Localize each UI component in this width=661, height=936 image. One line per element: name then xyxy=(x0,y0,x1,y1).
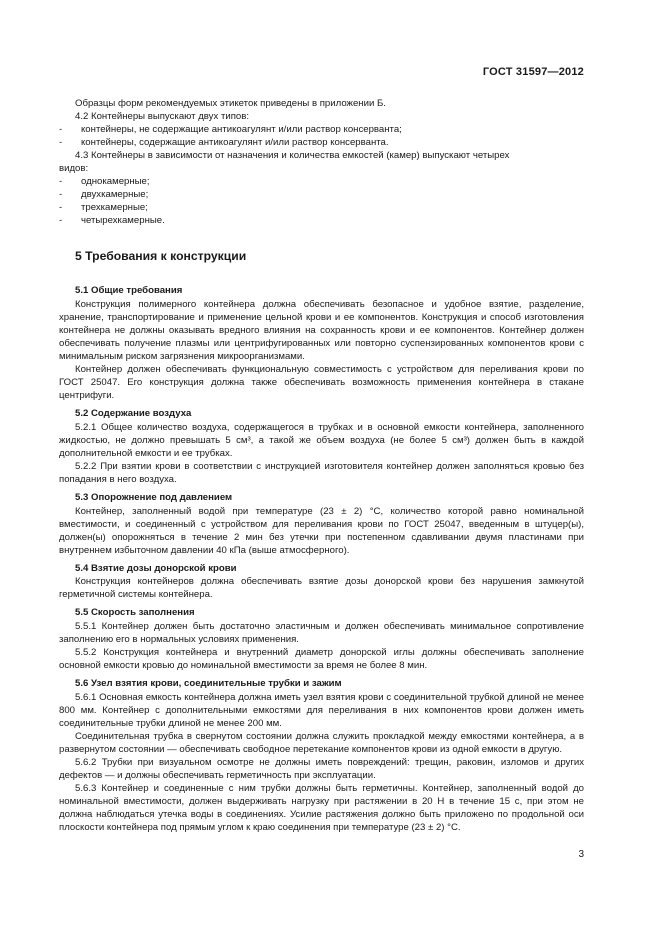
paragraph: Конструкция полимерного контейнера должна обеспечивать безопасное и удобное взятие, разделение, хранение, транспортирование и применение цельной крови и ее компонентов. Конструкция и способ изготовления контейнера не должны оказывать вредного влияния на сохранность крови и ее компонентов. Контейнер должен обеспечивать получение плазмы или центрифугированных или повторно суспензированных компонентов крови с минимальным риском загрязнения микроорганизмами. xyxy=(59,298,584,363)
paragraph: 5.6.2 Трубки при визуальном осмотре не должны иметь повреждений: трещин, раковин, изломов и других дефектов — и должны обеспечивать герметичность при эксплуатации. xyxy=(59,756,584,781)
paragraph: 5.6.1 Основная емкость контейнера должна иметь узел взятия крови с соединительной трубкой длиной не менее 800 мм. Контейнер с дополнительными емкостями для переливания в них компонентов крови должен иметь соединительные трубки длиной не менее 200 мм. xyxy=(59,691,584,729)
list-item-text: контейнеры, содержащие антикоагулянт и/или раствор консерванта. xyxy=(81,137,389,149)
list-item-text: трехкамерные; xyxy=(81,202,148,214)
page-number: 3 xyxy=(578,849,584,860)
clause-4-3: 4.3 Контейнеры в зависимости от назначения и количества емкостей (камер) выпускают четырех xyxy=(75,150,510,162)
list-item xyxy=(59,188,584,201)
paragraph: 5.5.2 Конструкция контейнера и внутренний диаметр донорской иглы должны обеспечивать заполнение основной емкости кровью до номинальной вместимости за время не более 8 мин. xyxy=(59,646,584,671)
section-5-heading: 5 Требования к конструкции xyxy=(75,249,247,264)
clause-4-3-continuation: видов: xyxy=(59,163,89,175)
list-dash: - xyxy=(59,215,63,227)
paragraph: Соединительная трубка в свернутом состоянии должна служить прокладкой между емкостями контейнера, а в развернутом состоянии — обеспечивать свободное перетекание компонентов крови из одной емкости в другую. xyxy=(59,730,584,755)
paragraph: 5.2.1 Общее количество воздуха, содержащегося в трубках и в основной емкости контейнера, заполненного жидкостью, не должно превышать 5 см³, а такой же объем воздуха (не более 5 см³) должен быть в каждой дополнительной емкости и ее трубках. xyxy=(59,421,584,459)
subsection-5-5-heading: 5.5 Скорость заполнения xyxy=(75,607,195,619)
paragraph: 5.5.1 Контейнер должен быть достаточно эластичным и должен обеспечивать минимальное сопротивление заполнению его в нормальных условиях применения. xyxy=(59,620,584,645)
paragraph: Контейнер должен обеспечивать функциональную совместимость с устройством для переливания крови по ГОСТ 25047. Его конструкция должна также обеспечивать возможность применения контейнера в стакане центрифуги. xyxy=(59,364,584,402)
list-item xyxy=(59,201,584,214)
list-dash: - xyxy=(59,176,63,188)
list-dash: - xyxy=(59,202,63,214)
document-header-id: ГОСТ 31597—2012 xyxy=(482,66,584,78)
list-item xyxy=(59,175,584,188)
paragraph: 5.6.3 Контейнер и соединенные с ним трубки должны быть герметичны. Контейнер, заполненный водой до номинальной вместимости, должен выдерживать нагрузку при растяжении в 20 Н в течение 15 с, при этом не должна наблюдаться утечка воды в соединениях. Усилие растяжения должно быть приложено по продольной оси плоскости контейнера под прямым углом к краю соединения при температуре (23 ± 2) °С. xyxy=(59,782,584,834)
paragraph: Контейнер, заполненный водой при температуре (23 ± 2) °С, количество которой равно номинальной вместимости, и соединенный с устройством для переливания крови по ГОСТ 25047, введенным в штуцер(ы), должен(ы) опорожняться в течение 2 мин без утечки при постепенном сдавливании двумя пластинами при внутреннем избыточном давлении 40 кПа (выше атмосферного). xyxy=(59,505,584,556)
list-item-text: двухкамерные; xyxy=(81,189,149,201)
list-dash: - xyxy=(59,124,63,136)
paragraph: Конструкция контейнеров должна обеспечивать взятие дозы донорской крови без нарушения замкнутой герметичной системы контейнера. xyxy=(59,576,584,601)
list-dash: - xyxy=(59,189,63,201)
list-item-text: однокамерные; xyxy=(81,176,150,188)
subsection-5-3-heading: 5.3 Опорожнение под давлением xyxy=(75,492,233,504)
paragraph: 5.2.2 При взятии крови в соответствии с инструкцией изготовителя контейнер должен заполняться кровью без попадания в него воздуха. xyxy=(59,460,584,486)
list-item xyxy=(59,214,584,227)
list-item-text: четырехкамерные. xyxy=(81,215,165,227)
list-dash: - xyxy=(59,137,63,149)
subsection-5-1-heading: 5.1 Общие требования xyxy=(75,285,183,297)
list-item xyxy=(59,123,584,136)
subsection-5-2-heading: 5.2 Содержание воздуха xyxy=(75,408,192,420)
list-item xyxy=(59,136,584,149)
list-item-text: контейнеры, не содержащие антикоагулянт и/или раствор консерванта; xyxy=(81,124,402,136)
clause-4-2: 4.2 Контейнеры выпускают двух типов: xyxy=(75,111,249,123)
subsection-5-4-heading: 5.4 Взятие дозы донорской крови xyxy=(75,562,237,574)
intro-paragraph-labels: Образцы форм рекомендуемых этикеток приведены в приложении Б. xyxy=(75,98,386,109)
page-content xyxy=(59,97,584,834)
subsection-5-6-heading: 5.6 Узел взятия крови, соединительные трубки и зажим xyxy=(75,678,342,690)
